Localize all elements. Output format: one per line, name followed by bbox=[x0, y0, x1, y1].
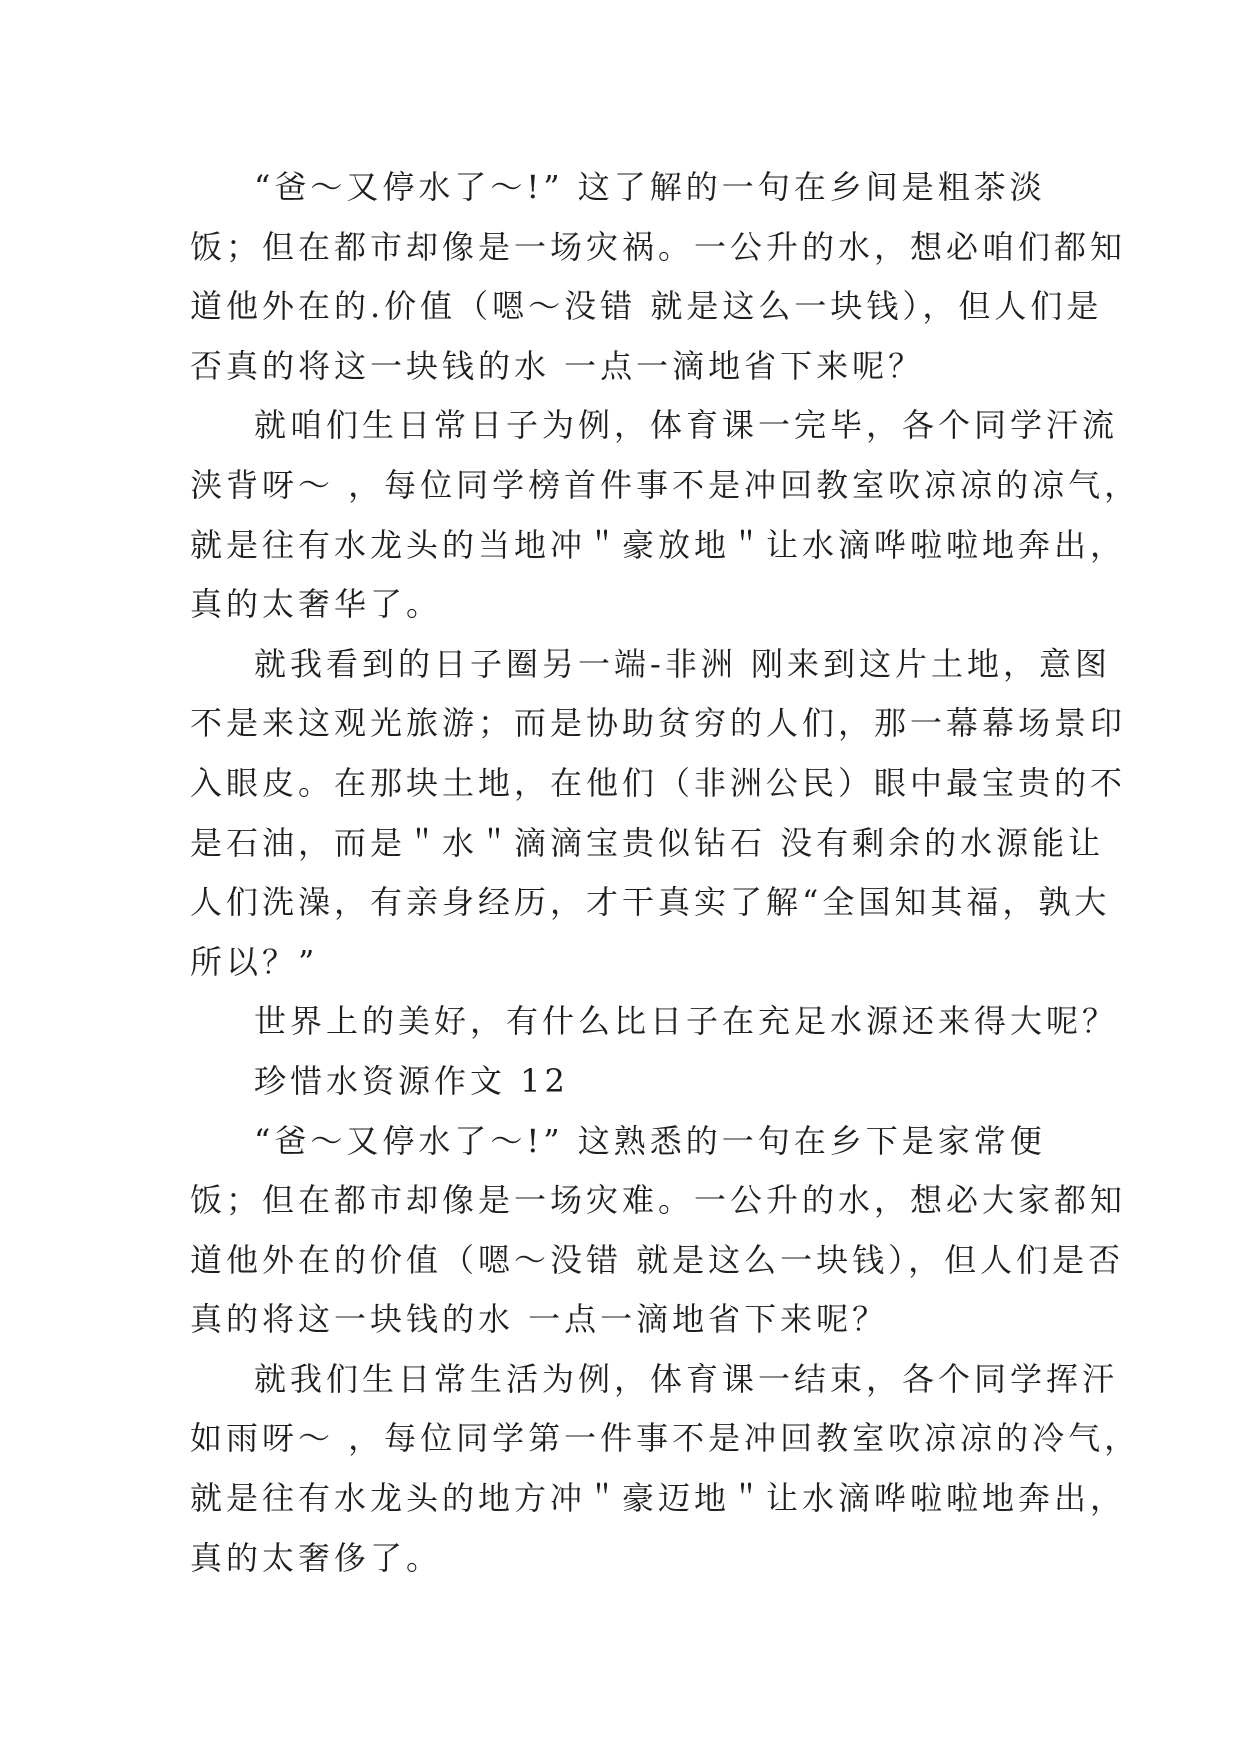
paragraph-line: 浃背呀～ ，每位同学榜首件事不是冲回教室吹凉凉的凉气， bbox=[190, 465, 1141, 504]
paragraph-line: 就我们生日常生活为例，体育课一结束，各个同学挥汗 bbox=[254, 1359, 1119, 1398]
paragraph-line: 真的太奢侈了。 bbox=[190, 1538, 443, 1577]
paragraph-line: 人们洗澡，有亲身经历，才干真实了解“全国知其福，孰大 bbox=[190, 883, 1111, 922]
paragraph-line: 否真的将这一块钱的水 一点一滴地省下来呢？ bbox=[190, 346, 925, 385]
paragraph-line: 是石油，而是＂水＂滴滴宝贵似钻石 没有剩余的水源能让 bbox=[190, 823, 1105, 862]
paragraph-line: 道他外在的价值（嗯～没错 就是这么一块钱），但人们是否 bbox=[190, 1240, 1125, 1279]
paragraph-line: 所以？” bbox=[190, 942, 319, 981]
paragraph-line: 饭；但在都市却像是一场灾祸。一公升的水，想必咱们都知 bbox=[190, 227, 1127, 266]
paragraph-line: “爸～又停水了～!” 这了解的一句在乡间是粗茶淡 bbox=[254, 168, 1046, 206]
section-heading: 珍惜水资源作文 12 bbox=[254, 1061, 569, 1100]
paragraph-line: “爸～又停水了～!” 这熟悉的一句在乡下是家常便 bbox=[254, 1121, 1046, 1160]
paragraph-line: 真的太奢华了。 bbox=[190, 585, 443, 624]
paragraph-line: 饭；但在都市却像是一场灾难。一公升的水，想必大家都知 bbox=[190, 1181, 1127, 1220]
paragraph-line: 真的将这一块钱的水 一点一滴地省下来呢？ bbox=[190, 1300, 889, 1339]
paragraph-line: 就是往有水龙头的地方冲＂豪迈地＂让水滴哗啦啦地奔出， bbox=[190, 1479, 1127, 1518]
essay-text bbox=[190, 158, 1141, 1588]
paragraph-line: 不是来这观光旅游；而是协助贫穷的人们，那一幕幕场景印 bbox=[190, 704, 1127, 743]
paragraph-line: 如雨呀～ ，每位同学第一件事不是冲回教室吹凉凉的冷气， bbox=[190, 1419, 1141, 1458]
paragraph-line: 道他外在的.价值（嗯～没错 就是这么一块钱），但人们是 bbox=[190, 287, 1103, 326]
paragraph-line: 就我看到的日子圈另一端-非洲 刚来到这片土地，意图 bbox=[254, 644, 1111, 683]
paragraph-line: 就咱们生日常日子为例，体育课一完毕，各个同学汗流 bbox=[254, 406, 1119, 445]
paragraph-line: 世界上的美好，有什么比日子在充足水源还来得大呢？ bbox=[254, 1002, 1119, 1041]
paragraph-line: 就是往有水龙头的当地冲＂豪放地＂让水滴哗啦啦地奔出， bbox=[190, 525, 1127, 564]
paragraph-line: 入眼皮。在那块土地，在他们（非洲公民）眼中最宝贵的不 bbox=[190, 763, 1127, 802]
